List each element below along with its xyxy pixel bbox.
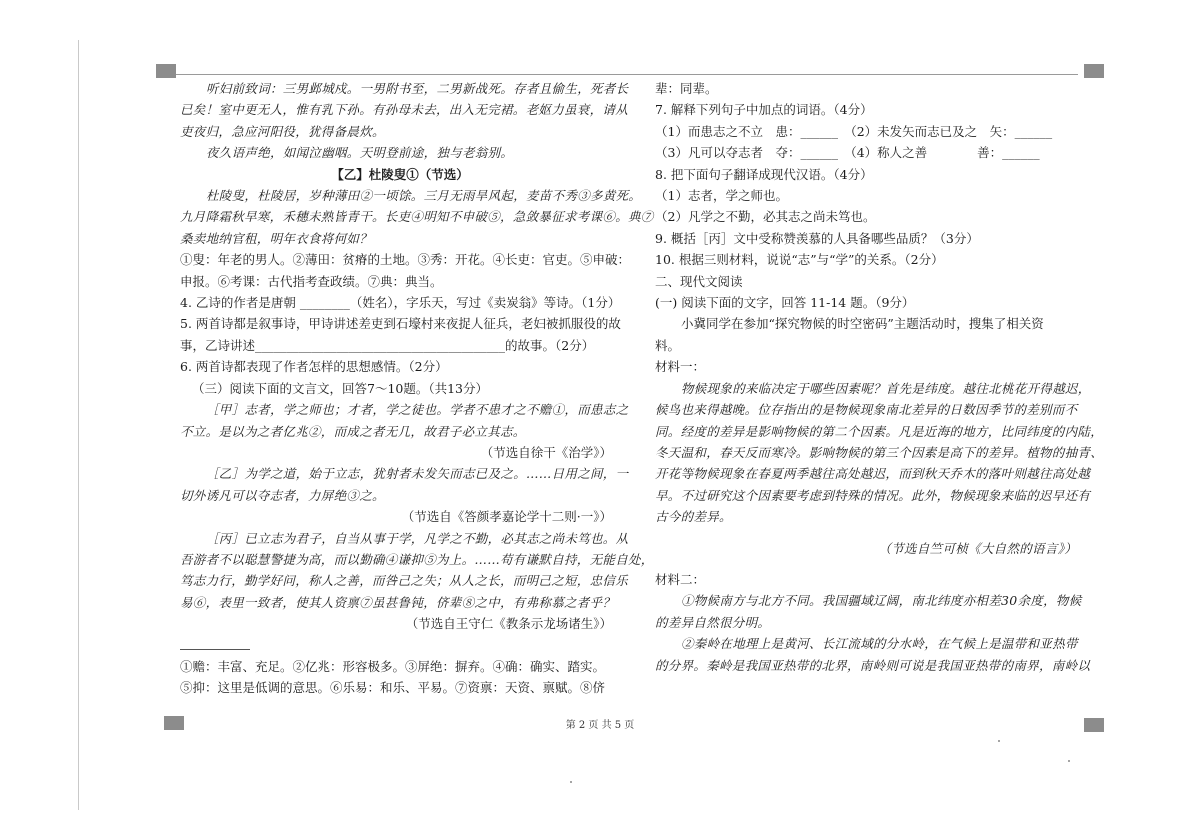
- question-7: 7. 解释下列句子中加点的词语。（4分）: [655, 102, 873, 118]
- question-8-item: （1）志者，学之师也。: [655, 188, 788, 204]
- question-8-item: （2）凡学之不勤，必其志之尚未笃也。: [655, 209, 876, 225]
- question-10: 10. 根据三则材料，说说“志”与“学”的关系。（2分）: [655, 252, 944, 268]
- question-9: 9. 概括［丙］文中受称赞羡慕的人具备哪些品质？（3分）: [655, 230, 979, 246]
- source-citation: （节选自徐干《治学》）: [480, 444, 612, 460]
- question-6: 6. 两首诗都表现了作者怎样的思想感情。（2分）: [180, 359, 448, 375]
- material-one-line: 早。不过研究这个因素要考虑到特殊的情况。此外，物候现象来临的迟早还有: [655, 487, 1091, 503]
- footnote-cont: 辈：同辈。: [655, 81, 718, 96]
- passage-yi-line: 切外诱凡可以夺志者，力屏绝③之。: [180, 487, 385, 503]
- scan-speck: [570, 781, 572, 783]
- material-two-line: 的分界。秦岭是我国亚热带的北界，南岭则可说是我国亚热带的南界，南岭以: [655, 657, 1091, 673]
- scan-speck: [1068, 760, 1070, 762]
- poem-title: 【乙】杜陵叟①（节选）: [331, 166, 469, 182]
- passage-yi-line: ［乙］为学之道，始于立志，犹射者未发矢而志已及之。……日用之间，一: [206, 466, 629, 482]
- annotation-line: 申报。⑥考课：古代指考查政绩。⑦典：典当。: [180, 273, 443, 289]
- page-left-edge: [78, 40, 79, 810]
- passage-jia-line: ［甲］志者，学之师也；才者，学之徒也。学者不患才之不赡①，而患志之: [206, 402, 629, 418]
- source-citation: （节选自王守仁《教条示龙场诸生》）: [405, 616, 612, 632]
- question-7-item: （1）而患志之不立 患：______ （2）未发矢而志已及之 矢：______: [655, 123, 1053, 139]
- left-column: [180, 78, 654, 698]
- passage-jia-line: 不立。是以为之者亿兆②，而成之者无几，故君子必立其志。: [180, 423, 526, 439]
- page-number: 第 2 页 共 5 页: [565, 720, 635, 731]
- annotation-line: ①叟：年老的男人。②薄田：贫瘠的土地。③秀：开花。④长吏：官吏。⑤申破：: [180, 252, 631, 268]
- footnote-rule: [180, 649, 250, 650]
- material-one-line: 开花等物候现象在春夏两季越往高处越迟，而到秋天乔木的落叶则越往高处越: [655, 466, 1091, 482]
- material-one-line: 古今的差异。: [655, 509, 732, 525]
- registration-mark-top-left: [156, 64, 176, 78]
- material-one-line: 候鸟也来得越晚。位存指出的是物候现象南北差异的日数因季节的差别而不: [655, 402, 1078, 418]
- intro-line: 料。: [655, 337, 681, 353]
- passage-bing-line: 易⑥，表里一致者，使其人资禀⑦虽甚鲁钝，侪辈⑧之中，有弗称慕之者乎？: [180, 594, 616, 610]
- scan-speck: [998, 740, 1000, 742]
- question-4: 4. 乙诗的作者是唐朝 ________（姓名），字乐天，写过《卖炭翁》等诗。（1分）: [180, 295, 621, 311]
- poem-line: 吏夜归，急应河阳役，犹得备晨炊。: [180, 123, 385, 139]
- material-two-line: 的差异自然很分明。: [655, 614, 771, 630]
- material-label: 材料一：: [655, 359, 706, 375]
- poem-line: 杜陵叟，杜陵居，岁种薄田②一顷馀。三月无雨旱风起，麦苗不秀③多黄死。: [206, 188, 642, 204]
- poem-line: 听妇前致词：三男邺城戍。一男附书至，二男新战死。存者且偷生，死者长: [206, 81, 629, 96]
- passage-bing-line: ［丙］已立志为君子，自当从事于学，凡学之不勤，必其志之尚未笃也。从: [206, 530, 629, 546]
- registration-mark-top-right: [1084, 64, 1104, 78]
- header-rule: [176, 74, 1078, 75]
- poem-line: 夜久语声绝，如闻泣幽咽。天明登前途，独与老翁别。: [206, 145, 514, 161]
- footnote-line: ⑤抑：这里是低调的意思。⑥乐易：和乐、平易。⑦资禀：天资、禀赋。⑧侪: [180, 679, 606, 695]
- material-one-line: 同。经度的差异是影响物候的第二个因素。凡是近海的地方，比同纬度的内陆，: [655, 423, 1104, 439]
- section-heading: (一) 阅读下面的文字，回答 11-14 题。（9分）: [655, 295, 915, 311]
- section-heading: （三）阅读下面的文言文，回答7～10题。（共13分）: [192, 380, 489, 396]
- right-column: [655, 78, 1104, 676]
- question-8: 8. 把下面句子翻译成现代汉语。（4分）: [655, 166, 873, 182]
- poem-line: 已矣！室中更无人，惟有乳下孙。有孙母未去，出入无完裙。老妪力虽衰，请从: [180, 102, 629, 118]
- passage-bing-line: 笃志力行，勤学好问，称人之善，而咎己之失；从人之长，而明己之短，忠信乐: [180, 573, 629, 589]
- material-two-line: ②秦岭在地理上是黄河、长江流域的分水岭，在气候上是温带和亚热带: [681, 636, 1078, 652]
- poem-line: 桑卖地纳官租，明年衣食将何如？: [180, 230, 373, 246]
- material-two-line: ①物候南方与北方不同。我国疆域辽阔，南北纬度亦相差30余度，物候: [681, 593, 1082, 609]
- footnote-line: ①赡：丰富、充足。②亿兆：形容极多。③屏绝：摒弃。④确：确实、踏实。: [180, 658, 606, 674]
- source-citation: （节选自竺可桢《大自然的语言》）: [878, 540, 1077, 556]
- question-7-item: （3）凡可以夺志者 夺：______ （4）称人之善 善：______: [655, 145, 1040, 161]
- material-label: 材料二：: [655, 571, 706, 587]
- source-citation: （节选自《答颜孝嘉论学十二则·一》）: [401, 509, 612, 525]
- material-one-line: 冬天温和，春天反而寒冷。影响物候的第三个因素是高下的差异。植物的抽青、: [655, 444, 1104, 460]
- section-heading: 二、现代文阅读: [655, 273, 743, 289]
- question-5: 5. 两首诗都是叙事诗，甲诗讲述差吏到石壕村来夜捉人征兵，老妇被抓服役的故: [180, 316, 621, 332]
- material-one-line: 物候现象的来临决定于哪些因素呢？首先是纬度。越往北桃花开得越迟，: [681, 380, 1091, 396]
- poem-line: 九月降霜秋早寒，禾穗未熟皆青干。长吏④明知不申破⑤，急敛暴征求考课⑥。典⑦: [180, 209, 654, 225]
- question-5-cont: 事，乙诗讲述________________________________________的故事。（2分）: [180, 337, 595, 353]
- passage-bing-line: 吾游者不以聪慧警捷为高，而以勤确④谦抑⑤为上。……苟有谦默自持，无能自处，: [180, 551, 654, 567]
- intro-line: 小冀同学在参加“探究物候的时空密码”主题活动时，搜集了相关资: [681, 316, 1044, 332]
